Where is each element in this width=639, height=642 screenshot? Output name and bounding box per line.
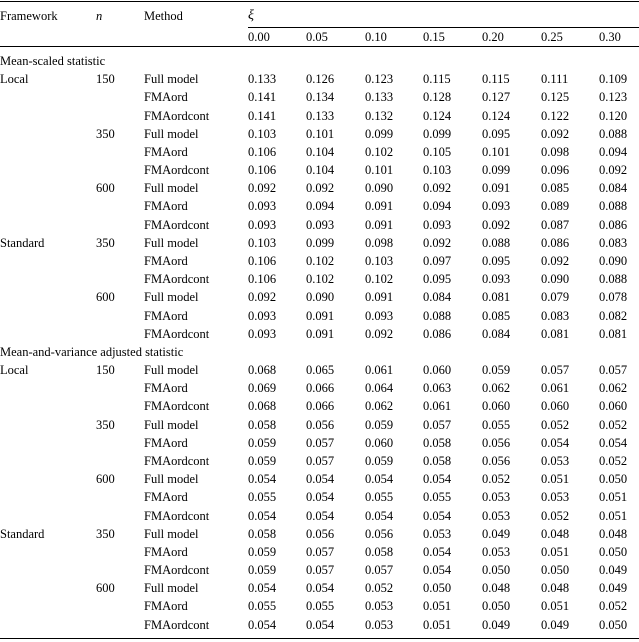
method-label: FMAord: [144, 199, 188, 214]
value-cell: 0.125: [541, 90, 570, 105]
value-cell: 0.082: [599, 308, 628, 323]
method-label: FMAord: [144, 381, 188, 396]
section-title: Mean-scaled statistic: [0, 54, 106, 68]
method-label: Full model: [144, 72, 199, 87]
framework-label: Local: [0, 363, 29, 378]
value-cell: 0.060: [541, 399, 570, 414]
value-cell: 0.092: [423, 181, 452, 196]
value-cell: 0.088: [482, 235, 511, 250]
method-label: FMAordcont: [144, 399, 210, 414]
value-cell: 0.086: [599, 217, 628, 232]
value-cell: 0.091: [365, 199, 394, 214]
value-cell: 0.092: [541, 126, 570, 141]
value-cell: 0.079: [541, 290, 570, 305]
value-cell: 0.057: [541, 363, 570, 378]
value-cell: 0.050: [599, 472, 628, 487]
value-cell: 0.052: [482, 472, 511, 487]
value-cell: 0.084: [423, 290, 452, 305]
value-cell: 0.049: [599, 581, 628, 596]
value-cell: 0.088: [599, 272, 628, 287]
value-cell: 0.093: [423, 217, 452, 232]
value-cell: 0.093: [482, 199, 511, 214]
value-cell: 0.094: [423, 199, 452, 214]
value-cell: 0.049: [482, 526, 511, 541]
value-cell: 0.084: [482, 326, 511, 341]
value-cell: 0.059: [365, 417, 394, 432]
value-cell: 0.092: [365, 326, 394, 341]
value-cell: 0.098: [365, 235, 394, 250]
value-cell: 0.051: [423, 617, 452, 632]
value-cell: 0.091: [365, 290, 394, 305]
value-cell: 0.092: [248, 290, 277, 305]
value-cell: 0.052: [541, 508, 570, 523]
value-cell: 0.096: [541, 163, 570, 178]
value-cell: 0.085: [482, 308, 511, 323]
value-cell: 0.056: [306, 417, 335, 432]
value-cell: 0.058: [365, 544, 394, 559]
value-cell: 0.049: [599, 563, 628, 578]
value-cell: 0.069: [248, 381, 277, 396]
value-cell: 0.063: [423, 381, 452, 396]
value-cell: 0.089: [541, 199, 570, 214]
sample-size-label: 150: [96, 72, 115, 87]
value-cell: 0.048: [482, 581, 511, 596]
method-label: Full model: [144, 290, 199, 305]
value-cell: 0.094: [306, 199, 335, 214]
xi-header-5: 0.25: [541, 30, 563, 44]
value-cell: 0.059: [248, 563, 277, 578]
method-label: FMAord: [144, 490, 188, 505]
value-cell: 0.050: [541, 563, 570, 578]
value-cell: 0.048: [541, 526, 570, 541]
value-cell: 0.093: [248, 308, 277, 323]
value-cell: 0.054: [306, 490, 335, 505]
value-cell: 0.106: [248, 163, 277, 178]
value-cell: 0.052: [599, 453, 628, 468]
value-cell: 0.053: [365, 617, 394, 632]
xi-header-6: 0.30: [599, 30, 621, 44]
value-cell: 0.099: [365, 126, 394, 141]
value-cell: 0.086: [423, 326, 452, 341]
method-label: FMAordcont: [144, 508, 210, 523]
value-cell: 0.058: [423, 453, 452, 468]
value-cell: 0.058: [423, 435, 452, 450]
method-label: FMAordcont: [144, 563, 210, 578]
value-cell: 0.126: [306, 72, 335, 87]
value-cell: 0.105: [423, 144, 452, 159]
value-cell: 0.054: [248, 581, 277, 596]
method-label: Full model: [144, 181, 199, 196]
value-cell: 0.091: [482, 181, 511, 196]
value-cell: 0.128: [423, 90, 452, 105]
value-cell: 0.092: [482, 217, 511, 232]
value-cell: 0.055: [482, 417, 511, 432]
value-cell: 0.060: [599, 399, 628, 414]
value-cell: 0.054: [599, 435, 628, 450]
value-cell: 0.054: [423, 544, 452, 559]
value-cell: 0.091: [306, 326, 335, 341]
value-cell: 0.104: [306, 144, 335, 159]
value-cell: 0.051: [599, 508, 628, 523]
value-cell: 0.064: [365, 381, 394, 396]
value-cell: 0.057: [306, 563, 335, 578]
value-cell: 0.052: [541, 417, 570, 432]
value-cell: 0.103: [248, 235, 277, 250]
method-label: FMAordcont: [144, 453, 210, 468]
top-rule: [0, 1, 639, 2]
value-cell: 0.102: [306, 253, 335, 268]
value-cell: 0.059: [248, 453, 277, 468]
xi-header-1: 0.05: [306, 30, 328, 44]
value-cell: 0.120: [599, 108, 628, 123]
header-n: n: [96, 9, 103, 23]
value-cell: 0.053: [482, 490, 511, 505]
value-cell: 0.051: [541, 599, 570, 614]
value-cell: 0.092: [599, 163, 628, 178]
value-cell: 0.106: [248, 272, 277, 287]
value-cell: 0.133: [248, 72, 277, 87]
bottom-rule: [0, 638, 639, 639]
value-cell: 0.053: [482, 508, 511, 523]
method-label: FMAord: [144, 544, 188, 559]
value-cell: 0.061: [423, 399, 452, 414]
value-cell: 0.050: [599, 544, 628, 559]
value-cell: 0.091: [365, 217, 394, 232]
method-label: Full model: [144, 235, 199, 250]
value-cell: 0.090: [599, 253, 628, 268]
value-cell: 0.055: [248, 599, 277, 614]
sample-size-label: 350: [96, 526, 115, 541]
value-cell: 0.099: [423, 126, 452, 141]
value-cell: 0.056: [482, 435, 511, 450]
value-cell: 0.123: [365, 72, 394, 87]
method-label: Full model: [144, 526, 199, 541]
value-cell: 0.124: [482, 108, 511, 123]
value-cell: 0.085: [541, 181, 570, 196]
header-framework: Framework: [0, 9, 58, 23]
value-cell: 0.093: [248, 326, 277, 341]
method-label: Full model: [144, 472, 199, 487]
value-cell: 0.111: [541, 72, 569, 87]
xi-header-3: 0.15: [423, 30, 445, 44]
value-cell: 0.095: [482, 253, 511, 268]
value-cell: 0.053: [541, 453, 570, 468]
value-cell: 0.133: [365, 90, 394, 105]
value-cell: 0.081: [541, 326, 570, 341]
value-cell: 0.102: [365, 272, 394, 287]
value-cell: 0.092: [248, 181, 277, 196]
value-cell: 0.093: [248, 199, 277, 214]
value-cell: 0.099: [306, 235, 335, 250]
method-label: FMAordcont: [144, 163, 210, 178]
value-cell: 0.058: [248, 417, 277, 432]
method-label: FMAordcont: [144, 617, 210, 632]
value-cell: 0.054: [423, 508, 452, 523]
header-xi: ξ: [248, 8, 254, 23]
value-cell: 0.054: [248, 508, 277, 523]
value-cell: 0.055: [365, 490, 394, 505]
value-cell: 0.103: [248, 126, 277, 141]
value-cell: 0.134: [306, 90, 335, 105]
value-cell: 0.084: [599, 181, 628, 196]
method-label: FMAordcont: [144, 108, 210, 123]
method-label: FMAord: [144, 308, 188, 323]
value-cell: 0.054: [306, 508, 335, 523]
sample-size-label: 600: [96, 290, 115, 305]
value-cell: 0.086: [541, 235, 570, 250]
value-cell: 0.059: [365, 453, 394, 468]
value-cell: 0.092: [306, 181, 335, 196]
value-cell: 0.059: [248, 544, 277, 559]
value-cell: 0.060: [423, 363, 452, 378]
value-cell: 0.093: [482, 272, 511, 287]
value-cell: 0.057: [423, 417, 452, 432]
section-title: Mean-and-variance adjusted statistic: [0, 344, 184, 359]
value-cell: 0.090: [365, 181, 394, 196]
value-cell: 0.102: [365, 144, 394, 159]
value-cell: 0.095: [423, 272, 452, 287]
value-cell: 0.061: [541, 381, 570, 396]
value-cell: 0.054: [306, 617, 335, 632]
sample-size-label: 350: [96, 126, 115, 141]
value-cell: 0.050: [423, 581, 452, 596]
value-cell: 0.052: [599, 599, 628, 614]
value-cell: 0.052: [599, 417, 628, 432]
value-cell: 0.054: [365, 508, 394, 523]
value-cell: 0.054: [248, 472, 277, 487]
value-cell: 0.053: [482, 544, 511, 559]
value-cell: 0.053: [541, 490, 570, 505]
sample-size-label: 350: [96, 235, 115, 250]
method-label: Full model: [144, 417, 199, 432]
value-cell: 0.141: [248, 90, 277, 105]
value-cell: 0.056: [365, 526, 394, 541]
value-cell: 0.056: [482, 453, 511, 468]
value-cell: 0.055: [423, 490, 452, 505]
value-cell: 0.081: [599, 326, 628, 341]
value-cell: 0.053: [365, 599, 394, 614]
value-cell: 0.092: [423, 235, 452, 250]
sample-size-label: 350: [96, 417, 115, 432]
value-cell: 0.060: [365, 435, 394, 450]
value-cell: 0.090: [541, 272, 570, 287]
value-cell: 0.060: [482, 399, 511, 414]
value-cell: 0.059: [482, 363, 511, 378]
value-cell: 0.068: [248, 363, 277, 378]
value-cell: 0.051: [423, 599, 452, 614]
method-label: FMAord: [144, 144, 188, 159]
value-cell: 0.099: [482, 163, 511, 178]
value-cell: 0.102: [306, 272, 335, 287]
method-label: FMAordcont: [144, 217, 210, 232]
value-cell: 0.104: [306, 163, 335, 178]
value-cell: 0.057: [306, 453, 335, 468]
value-cell: 0.115: [423, 72, 451, 87]
framework-label: Standard: [0, 235, 45, 250]
sample-size-label: 600: [96, 472, 115, 487]
value-cell: 0.057: [306, 544, 335, 559]
method-label: FMAord: [144, 253, 188, 268]
value-cell: 0.048: [541, 581, 570, 596]
value-cell: 0.083: [541, 308, 570, 323]
framework-label: Standard: [0, 526, 45, 541]
value-cell: 0.090: [306, 290, 335, 305]
sample-size-label: 600: [96, 581, 115, 596]
value-cell: 0.093: [248, 217, 277, 232]
method-label: Full model: [144, 581, 199, 596]
method-label: FMAord: [144, 90, 188, 105]
value-cell: 0.050: [482, 599, 511, 614]
value-cell: 0.132: [365, 108, 394, 123]
value-cell: 0.062: [599, 381, 628, 396]
value-cell: 0.054: [306, 581, 335, 596]
value-cell: 0.087: [541, 217, 570, 232]
value-cell: 0.141: [248, 108, 277, 123]
value-cell: 0.088: [599, 199, 628, 214]
value-cell: 0.097: [423, 253, 452, 268]
value-cell: 0.065: [306, 363, 335, 378]
sample-size-label: 150: [96, 363, 115, 378]
value-cell: 0.081: [482, 290, 511, 305]
method-label: FMAord: [144, 599, 188, 614]
value-cell: 0.049: [482, 617, 511, 632]
method-label: Full model: [144, 126, 199, 141]
value-cell: 0.055: [248, 490, 277, 505]
value-cell: 0.106: [248, 144, 277, 159]
value-cell: 0.058: [248, 526, 277, 541]
value-cell: 0.127: [482, 90, 511, 105]
value-cell: 0.078: [599, 290, 628, 305]
value-cell: 0.115: [482, 72, 510, 87]
value-cell: 0.054: [248, 617, 277, 632]
value-cell: 0.092: [541, 253, 570, 268]
value-cell: 0.061: [365, 363, 394, 378]
value-cell: 0.062: [482, 381, 511, 396]
value-cell: 0.053: [423, 526, 452, 541]
value-cell: 0.056: [306, 526, 335, 541]
value-cell: 0.048: [599, 526, 628, 541]
value-cell: 0.051: [599, 490, 628, 505]
value-cell: 0.103: [365, 253, 394, 268]
value-cell: 0.051: [541, 544, 570, 559]
value-cell: 0.088: [423, 308, 452, 323]
value-cell: 0.057: [365, 563, 394, 578]
value-cell: 0.054: [365, 472, 394, 487]
value-cell: 0.059: [248, 435, 277, 450]
value-cell: 0.093: [306, 217, 335, 232]
value-cell: 0.088: [599, 126, 628, 141]
header-method: Method: [144, 9, 183, 23]
value-cell: 0.054: [423, 563, 452, 578]
value-cell: 0.057: [306, 435, 335, 450]
value-cell: 0.051: [541, 472, 570, 487]
sample-size-label: 600: [96, 181, 115, 196]
method-label: FMAord: [144, 435, 188, 450]
method-label: FMAordcont: [144, 326, 210, 341]
value-cell: 0.095: [482, 126, 511, 141]
value-cell: 0.094: [599, 144, 628, 159]
value-cell: 0.091: [306, 308, 335, 323]
value-cell: 0.101: [306, 126, 335, 141]
method-label: Full model: [144, 363, 199, 378]
value-cell: 0.083: [599, 235, 628, 250]
value-cell: 0.050: [599, 617, 628, 632]
value-cell: 0.052: [365, 581, 394, 596]
value-cell: 0.066: [306, 381, 335, 396]
value-cell: 0.050: [482, 563, 511, 578]
value-cell: 0.057: [599, 363, 628, 378]
value-cell: 0.103: [423, 163, 452, 178]
value-cell: 0.133: [306, 108, 335, 123]
value-cell: 0.055: [306, 599, 335, 614]
value-cell: 0.054: [306, 472, 335, 487]
value-cell: 0.106: [248, 253, 277, 268]
value-cell: 0.049: [541, 617, 570, 632]
xi-header-4: 0.20: [482, 30, 504, 44]
framework-label: Local: [0, 72, 29, 87]
value-cell: 0.101: [365, 163, 394, 178]
value-cell: 0.101: [482, 144, 511, 159]
value-cell: 0.123: [599, 90, 628, 105]
method-label: FMAordcont: [144, 272, 210, 287]
value-cell: 0.062: [365, 399, 394, 414]
xi-header-0: 0.00: [248, 30, 270, 44]
value-cell: 0.098: [541, 144, 570, 159]
value-cell: 0.068: [248, 399, 277, 414]
value-cell: 0.109: [599, 72, 628, 87]
value-cell: 0.124: [423, 108, 452, 123]
value-cell: 0.093: [365, 308, 394, 323]
value-cell: 0.054: [423, 472, 452, 487]
xi-header-2: 0.10: [365, 30, 387, 44]
value-cell: 0.054: [541, 435, 570, 450]
value-cell: 0.122: [541, 108, 570, 123]
value-cell: 0.066: [306, 399, 335, 414]
header-rule: [0, 46, 639, 47]
